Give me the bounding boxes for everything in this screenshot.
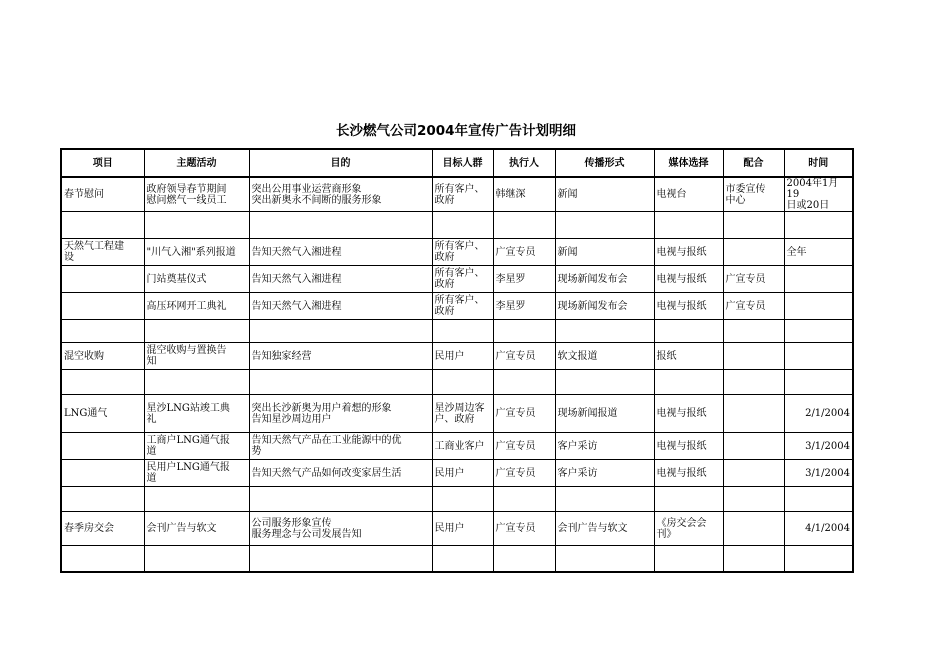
- table-cell: [249, 212, 432, 239]
- table-row: [61, 293, 853, 320]
- header-cell: 目的: [249, 149, 432, 177]
- table-cell: [493, 320, 555, 343]
- table-cell: [723, 546, 784, 572]
- table-cell: 电视与报纸: [654, 266, 723, 293]
- table-cell: 工商户LNG通气报 道: [144, 433, 249, 460]
- table-cell: 公司服务形象宣传 服务理念与公司发展告知: [249, 512, 432, 546]
- table-cell: 告知独家经营: [249, 343, 432, 370]
- table-cell: 广宣专员: [723, 266, 784, 293]
- table-cell: [61, 370, 144, 395]
- table-cell: 天然气工程建 设: [61, 239, 144, 266]
- table-cell: [784, 212, 853, 239]
- table-cell: 电视与报纸: [654, 293, 723, 320]
- table-cell: 2004年1月19 日或20日: [784, 177, 853, 212]
- table-cell: 电视台: [654, 177, 723, 212]
- table-cell: [493, 487, 555, 512]
- table-cell: 民用户LNG通气报 道: [144, 460, 249, 487]
- table-cell: 报纸: [654, 343, 723, 370]
- table-cell: [723, 512, 784, 546]
- table-cell: 现场新闻发布会: [555, 266, 654, 293]
- header-row: [61, 149, 853, 177]
- table-cell: 民用户: [432, 512, 493, 546]
- table-cell: [61, 212, 144, 239]
- table-cell: 门站奠基仪式: [144, 266, 249, 293]
- table-row: [61, 512, 853, 546]
- table-cell: 3/1/2004: [784, 433, 853, 460]
- table-cell: 告知天然气产品如何改变家居生活: [249, 460, 432, 487]
- table-cell: 李星罗: [493, 293, 555, 320]
- table-cell: [784, 293, 853, 320]
- table-cell: [555, 370, 654, 395]
- table-cell: 民用户: [432, 460, 493, 487]
- table-cell: 客户采访: [555, 433, 654, 460]
- table-row: [61, 395, 853, 433]
- table-cell: [723, 212, 784, 239]
- table-cell: 广宣专员: [493, 512, 555, 546]
- table-cell: [493, 546, 555, 572]
- table-cell: [144, 320, 249, 343]
- header-cell: 媒体选择: [654, 149, 723, 177]
- table-cell: [61, 460, 144, 487]
- table-cell: 新闻: [555, 239, 654, 266]
- table-cell: [723, 343, 784, 370]
- table-cell: LNG通气: [61, 395, 144, 433]
- table-cell: 告知天然气入湘进程: [249, 293, 432, 320]
- table-cell: [249, 370, 432, 395]
- table-cell: 会刊广告与软文: [555, 512, 654, 546]
- table-cell: 《房交会会 刊》: [654, 512, 723, 546]
- table-cell: [432, 487, 493, 512]
- header-cell: 配合: [723, 149, 784, 177]
- table-cell: 突出公用事业运营商形象 突出新奥永不间断的服务形象: [249, 177, 432, 212]
- table-cell: 所有客户、 政府: [432, 239, 493, 266]
- header-cell: 执行人: [493, 149, 555, 177]
- table-row: [61, 266, 853, 293]
- table-row: [61, 433, 853, 460]
- table-cell: 广宣专员: [493, 395, 555, 433]
- table-cell: [249, 320, 432, 343]
- table-cell: [555, 546, 654, 572]
- table-cell: 所有客户、 政府: [432, 266, 493, 293]
- table-cell: [723, 320, 784, 343]
- table-cell: [432, 546, 493, 572]
- table-cell: [249, 487, 432, 512]
- table-cell: 客户采访: [555, 460, 654, 487]
- header-cell: 项目: [61, 149, 144, 177]
- table-cell: [144, 370, 249, 395]
- table-cell: 广宣专员: [493, 433, 555, 460]
- table-cell: 韩继深: [493, 177, 555, 212]
- table-cell: [144, 487, 249, 512]
- page-title: 长沙燃气公司2004年宣传广告计划明细: [335, 123, 577, 139]
- table-cell: [784, 487, 853, 512]
- table-cell: 告知天然气产品在工业能源中的优 势: [249, 433, 432, 460]
- table-cell: 李星罗: [493, 266, 555, 293]
- table-cell: 新闻: [555, 177, 654, 212]
- table-cell: [723, 487, 784, 512]
- table-cell: [61, 546, 144, 572]
- table-cell: "川气入湘"系列报道: [144, 239, 249, 266]
- table-cell: 现场新闻发布会: [555, 293, 654, 320]
- table-cell: [654, 546, 723, 572]
- table-row: [61, 546, 853, 572]
- table-cell: 全年: [784, 239, 853, 266]
- table-cell: 星沙周边客 户、政府: [432, 395, 493, 433]
- header-cell: 时间: [784, 149, 853, 177]
- table-cell: [723, 395, 784, 433]
- table-row: [61, 370, 853, 395]
- table-cell: 广宣专员: [493, 460, 555, 487]
- table-cell: [144, 546, 249, 572]
- table-cell: [249, 546, 432, 572]
- table-cell: 星沙LNG站竣工典 礼: [144, 395, 249, 433]
- table-cell: 电视与报纸: [654, 433, 723, 460]
- table-cell: 所有客户、 政府: [432, 293, 493, 320]
- table-row: [61, 320, 853, 343]
- table-cell: [493, 370, 555, 395]
- table-cell: [555, 320, 654, 343]
- table-cell: 春季房交会: [61, 512, 144, 546]
- table-cell: [723, 370, 784, 395]
- table-cell: 春节慰问: [61, 177, 144, 212]
- table-cell: [432, 370, 493, 395]
- table-cell: 广宣专员: [493, 343, 555, 370]
- table-cell: [61, 487, 144, 512]
- table-cell: 告知天然气入湘进程: [249, 239, 432, 266]
- table-cell: 混空收购: [61, 343, 144, 370]
- table-cell: [654, 370, 723, 395]
- table-cell: [61, 320, 144, 343]
- table-cell: [555, 212, 654, 239]
- table-cell: 广宣专员: [723, 293, 784, 320]
- table-cell: [784, 266, 853, 293]
- table-cell: 突出长沙新奥为用户着想的形象 告知星沙周边用户: [249, 395, 432, 433]
- ad-plan-table: [60, 148, 854, 573]
- table-row: [61, 460, 853, 487]
- table-cell: 3/1/2004: [784, 460, 853, 487]
- table-row: [61, 343, 853, 370]
- table-cell: [784, 343, 853, 370]
- table-cell: 民用户: [432, 343, 493, 370]
- table-cell: [144, 212, 249, 239]
- table-cell: 工商业客户: [432, 433, 493, 460]
- table-row: [61, 487, 853, 512]
- table-cell: 会刊广告与软文: [144, 512, 249, 546]
- table-cell: 电视与报纸: [654, 239, 723, 266]
- table-cell: [432, 212, 493, 239]
- header-cell: 主题活动: [144, 149, 249, 177]
- table-cell: [784, 320, 853, 343]
- table-row: [61, 239, 853, 266]
- header-cell: 目标人群: [432, 149, 493, 177]
- table-cell: [723, 239, 784, 266]
- table-cell: [654, 487, 723, 512]
- table-cell: 4/1/2004: [784, 512, 853, 546]
- table-cell: [432, 320, 493, 343]
- table-cell: [493, 212, 555, 239]
- table-cell: 软文报道: [555, 343, 654, 370]
- table-cell: [61, 293, 144, 320]
- table-cell: 电视与报纸: [654, 460, 723, 487]
- table-cell: 现场新闻报道: [555, 395, 654, 433]
- table-cell: 电视与报纸: [654, 395, 723, 433]
- table-cell: 政府领导春节期间 慰问燃气一线员工: [144, 177, 249, 212]
- table-cell: 市委宣传 中心: [723, 177, 784, 212]
- table-cell: [61, 266, 144, 293]
- table-cell: 混空收购与置换告 知: [144, 343, 249, 370]
- table-cell: 2/1/2004: [784, 395, 853, 433]
- table-cell: [654, 320, 723, 343]
- table-cell: [723, 433, 784, 460]
- table-cell: [723, 460, 784, 487]
- table-cell: [555, 487, 654, 512]
- table-row: [61, 212, 853, 239]
- table-cell: 所有客户、 政府: [432, 177, 493, 212]
- table-cell: [654, 212, 723, 239]
- header-cell: 传播形式: [555, 149, 654, 177]
- table-cell: [784, 546, 853, 572]
- table-cell: 告知天然气入湘进程: [249, 266, 432, 293]
- table-row: [61, 177, 853, 212]
- table-cell: 高压环网开工典礼: [144, 293, 249, 320]
- table-cell: [61, 433, 144, 460]
- table-cell: 广宣专员: [493, 239, 555, 266]
- table-cell: [784, 370, 853, 395]
